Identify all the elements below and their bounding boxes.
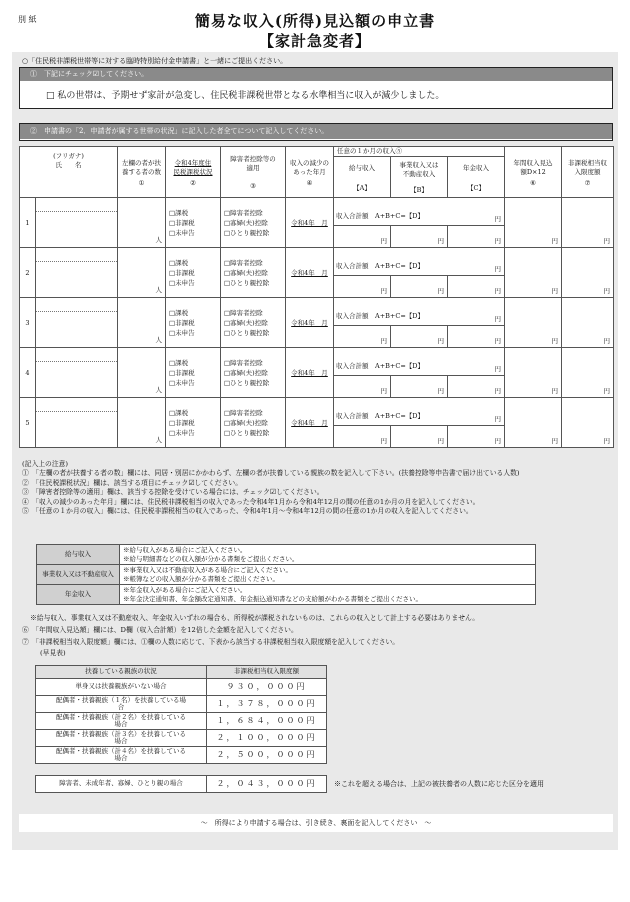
tax-status-cell <box>166 198 221 248</box>
total-income-field[interactable]: 円 <box>494 315 502 323</box>
taxed-checkbox[interactable]: □課税 <box>169 408 189 417</box>
widow-deduction-checkbox[interactable]: □寡婦(夫)控除 <box>224 368 268 377</box>
month-value: 令和4年 月 <box>291 269 328 277</box>
form-title: 簡易な収入(所得)見込額の申立書 <box>194 12 436 30</box>
intro-note: ○「住民税非課税世帯等に対する臨時特別給付金申請書」と一緒にご提出ください。 <box>22 57 288 65</box>
month-value: 令和4年 月 <box>291 419 328 427</box>
special-case-table <box>35 775 327 793</box>
quick-table-heading: (早見表) <box>40 649 66 658</box>
limit-field[interactable]: 円 <box>562 398 614 448</box>
col2-number: ② <box>190 178 196 187</box>
name-cell[interactable] <box>36 348 118 398</box>
disability-deduction-checkbox[interactable]: □障害者控除 <box>224 358 263 367</box>
quick-table-row <box>36 747 327 764</box>
income-type-row <box>37 585 536 605</box>
income-type-label: 事業収入又は不動産収入 <box>37 565 120 585</box>
quick-table-row <box>36 730 327 747</box>
month-cell[interactable] <box>286 198 334 248</box>
limit-amount: ２，５００，０００円 <box>207 747 327 764</box>
pension-income-field[interactable]: 円 <box>447 325 504 347</box>
disability-deduction-checkbox[interactable]: □障害者控除 <box>224 208 263 217</box>
non-taxed-checkbox[interactable]: □非課税 <box>169 318 195 327</box>
disability-label: 障害者控除等の適用 <box>230 155 276 172</box>
salary-income-field[interactable]: 円 <box>380 387 388 395</box>
dependents-cell[interactable] <box>118 348 166 398</box>
income-type-label: 給与収入 <box>37 545 120 565</box>
row-number: 1 <box>20 198 36 248</box>
annual-income-field[interactable]: 円 <box>505 348 562 398</box>
income-type-table <box>36 544 536 605</box>
total-income-label: 収入合計額 A+B+C=【D】 <box>336 362 424 370</box>
salary-income-field[interactable]: 円 <box>380 337 388 345</box>
col-a-label: 【A】 <box>353 183 371 192</box>
income-type-desc: ※年金収入がある場合にご記入ください。 ※年金決定通知書、年金額改定通知書、年金振込通知書などの支給額がわかる書類をご提出ください。 <box>120 585 536 605</box>
month-value: 令和4年 月 <box>291 319 328 327</box>
household-status: 配偶者・扶養親族（計４名）を扶養している場合 <box>36 747 207 764</box>
total-income-label: 収入合計額 A+B+C=【D】 <box>336 412 424 420</box>
row-number: 3 <box>20 298 36 348</box>
dependents-label: 左欄の者が扶養する者の数 <box>122 158 161 176</box>
not-declared-checkbox[interactable]: □未申告 <box>169 228 195 237</box>
disability-deduction-checkbox[interactable]: □障害者控除 <box>224 408 263 417</box>
business-income-field[interactable]: 円 <box>390 425 447 447</box>
widow-deduction-checkbox[interactable]: □寡婦(夫)控除 <box>224 418 268 427</box>
business-header <box>390 157 447 197</box>
household-row <box>20 298 614 348</box>
footer-note: 〜 所得により申請する場合は、引き続き、裏面を記入してください 〜 <box>19 814 613 832</box>
limit-field[interactable]: 円 <box>562 248 614 298</box>
dependents-cell[interactable] <box>118 398 166 448</box>
household-status: 配偶者・扶養親族（計２名）を扶養している場合 <box>36 713 207 730</box>
annual-header <box>505 147 562 198</box>
section2-bar: ② 申請書の「2．申請者が属する世帯の状況」に記入した者全てについて記入してください。 <box>20 124 612 139</box>
single-parent-deduction-checkbox[interactable]: □ひとり親控除 <box>224 428 270 437</box>
tax-status-cell <box>166 248 221 298</box>
note-5: ⑤ 「任意の１か月の収入」欄には、住民税非課税相当の収入であった、令和4年1月～令和4年12月の間の任意の1か月の収入を記入してください。 <box>22 507 473 516</box>
note-6: ⑥ 「年間収入見込額」欄には、D欄（収入合計額）を12倍した金額を記入してください。 <box>22 626 298 635</box>
business-income-field[interactable]: 円 <box>390 275 447 297</box>
notes-heading: (記入上の注意) <box>22 460 69 468</box>
limit-field[interactable]: 円 <box>562 198 614 248</box>
disability-cell <box>221 398 286 448</box>
income-type-desc: ※給与収入がある場合にご記入ください。 ※給与明細書などの収入額が分かる書類をご提出ください。 <box>120 545 536 565</box>
section1-bar: ① 下記にチェック☑してください。 <box>20 68 612 81</box>
form-subtitle: 【家計急変者】 <box>258 32 371 50</box>
income-cell <box>334 198 505 248</box>
disability-cell <box>221 348 286 398</box>
salary-label: 給与収入 <box>349 163 375 172</box>
annual-income-field[interactable]: 円 <box>505 398 562 448</box>
tax-status-label: 令和4年度住民税課税状況 <box>173 158 213 176</box>
dependents-cell[interactable] <box>118 248 166 298</box>
household-row <box>20 198 614 248</box>
annual-income-field[interactable]: 円 <box>505 298 562 348</box>
dependents-header <box>118 147 166 198</box>
non-taxed-checkbox[interactable]: □非課税 <box>169 418 195 427</box>
monthly-income-label: 任意の１か月の収入⑤ <box>334 147 504 157</box>
person-unit: 人 <box>155 286 162 294</box>
total-income-label: 収入合計額 A+B+C=【D】 <box>336 262 424 270</box>
household-status: 配偶者・扶養親族（計３名）を扶養している場合 <box>36 730 207 747</box>
pension-income-field[interactable]: 円 <box>447 225 504 247</box>
note-4: ④ 「収入の減少のあった年月」欄には、住民税非課税相当の収入であった令和4年1月から令和4年12月の間の任意の1か月の月を記入してください。 <box>22 497 480 506</box>
section1-box <box>19 67 613 109</box>
disability-deduction-checkbox[interactable]: □障害者控除 <box>224 258 263 267</box>
household-row <box>20 398 614 448</box>
col1-number: ① <box>138 178 145 187</box>
limit-header <box>562 147 614 198</box>
person-unit: 人 <box>155 236 162 244</box>
household-statement-checkbox[interactable]: □ 私の世帯は、予期せず家計が急変し、住民税非課税世帯となる水準相当に収入が減少しました。 <box>46 91 445 101</box>
person-unit: 人 <box>155 336 162 344</box>
limit-amount: １，３７８，０００円 <box>207 696 327 713</box>
total-income-field[interactable]: 円 <box>494 365 502 373</box>
total-income-label: 収入合計額 A+B+C=【D】 <box>336 212 424 220</box>
person-unit: 人 <box>155 386 162 394</box>
limit-field[interactable]: 円 <box>562 348 614 398</box>
pension-label: 年金収入 <box>463 163 490 172</box>
widow-deduction-checkbox[interactable]: □寡婦(夫)控除 <box>224 318 268 327</box>
annual-income-field[interactable]: 円 <box>505 198 562 248</box>
dependents-cell[interactable] <box>118 198 166 248</box>
disability-cell <box>221 298 286 348</box>
income-type-row <box>37 565 536 585</box>
furigana-label: (フリガナ) <box>53 152 84 160</box>
month-cell[interactable] <box>286 348 334 398</box>
household-status: 配偶者・扶養親族（１名）を扶養している場合 <box>36 696 207 713</box>
limit-amount: ２，１００，０００円 <box>207 730 327 747</box>
salary-income-field[interactable]: 円 <box>380 237 388 245</box>
salary-income-field[interactable]: 円 <box>380 287 388 295</box>
not-declared-checkbox[interactable]: □未申告 <box>169 378 195 387</box>
month-cell[interactable] <box>286 248 334 298</box>
section2-box <box>19 123 613 141</box>
not-declared-checkbox[interactable]: □未申告 <box>169 428 195 437</box>
monthly-income-header <box>334 147 505 198</box>
salary-header <box>334 157 390 197</box>
person-unit: 人 <box>155 436 162 444</box>
row-number: 5 <box>20 398 36 448</box>
not-declared-checkbox[interactable]: □未申告 <box>169 328 195 337</box>
taxed-checkbox[interactable]: □課税 <box>169 308 189 317</box>
notes-section <box>22 460 612 516</box>
special-case-remark: ※これを超える場合は、上記の被扶養者の人数に応じた区分を適用 <box>334 780 544 788</box>
disability-deduction-checkbox[interactable]: □障害者控除 <box>224 308 263 317</box>
month-value: 令和4年 月 <box>291 369 328 377</box>
pension-income-field[interactable]: 円 <box>447 425 504 447</box>
pension-header <box>447 157 504 197</box>
tax-status-cell <box>166 298 221 348</box>
non-taxed-checkbox[interactable]: □非課税 <box>169 368 195 377</box>
quick-table-row <box>36 713 327 730</box>
tax-status-header <box>166 147 221 198</box>
name-cell[interactable] <box>36 398 118 448</box>
col-c-label: 【C】 <box>467 183 486 192</box>
month-header <box>286 147 334 198</box>
total-income-field[interactable]: 円 <box>494 265 502 273</box>
disability-header <box>221 147 286 198</box>
income-cell <box>334 298 505 348</box>
pension-income-field[interactable]: 円 <box>447 375 504 397</box>
dependents-cell[interactable] <box>118 298 166 348</box>
salary-income-field[interactable]: 円 <box>380 437 388 445</box>
income-cell <box>334 348 505 398</box>
quick-col-status: 扶養している親族の状況 <box>36 666 207 679</box>
col-b-label: 【B】 <box>410 185 428 194</box>
quick-col-limit: 非課税相当収入限度額 <box>207 666 327 679</box>
col3-number: ③ <box>250 182 256 190</box>
limit-amount: ９３０，０００円 <box>207 679 327 696</box>
col4-number: ④ <box>306 178 313 187</box>
business-income-field[interactable]: 円 <box>390 225 447 247</box>
income-type-row <box>37 545 536 565</box>
household-row <box>20 348 614 398</box>
single-parent-deduction-checkbox[interactable]: □ひとり親控除 <box>224 328 270 337</box>
col7-number: ⑦ <box>584 178 591 187</box>
limit-label: 非課税相当収入限度額 <box>568 158 608 176</box>
disability-cell <box>221 198 286 248</box>
non-taxed-checkbox[interactable]: □非課税 <box>169 268 195 277</box>
name-cell[interactable] <box>36 198 118 248</box>
month-value: 令和4年 月 <box>291 219 328 227</box>
month-label: 収入の減少のあった年月 <box>290 158 329 176</box>
special-case-status: 障害者、未成年者、寡婦、ひとり親の場合 <box>36 776 207 793</box>
taxed-checkbox[interactable]: □課税 <box>169 258 189 267</box>
disability-cell <box>221 248 286 298</box>
tax-exempt-note: ※給与収入、事業収入又は不動産収入、年金収入いずれの場合も、所得税が課税されないものは、これらの収入として計上する必要はありません。 <box>30 614 479 622</box>
household-status: 単身又は扶養親族がいない場合 <box>36 679 207 696</box>
pension-income-field[interactable]: 円 <box>447 275 504 297</box>
tax-status-cell <box>166 398 221 448</box>
quick-reference-table <box>35 665 327 764</box>
special-case-amount: ２，０４３，０００円 <box>207 776 327 793</box>
limit-amount: １，６８４，０００円 <box>207 713 327 730</box>
income-cell <box>334 248 505 298</box>
business-label: 事業収入又は不動産収入 <box>399 161 439 179</box>
business-income-field[interactable]: 円 <box>390 325 447 347</box>
limit-field[interactable]: 円 <box>562 298 614 348</box>
single-parent-deduction-checkbox[interactable]: □ひとり親控除 <box>224 278 270 287</box>
quick-table-row <box>36 696 327 713</box>
name-header <box>20 147 118 198</box>
widow-deduction-checkbox[interactable]: □寡婦(夫)控除 <box>224 218 268 227</box>
name-cell[interactable] <box>36 248 118 298</box>
total-income-field[interactable]: 円 <box>494 215 502 223</box>
not-declared-checkbox[interactable]: □未申告 <box>169 278 195 287</box>
annual-income-field[interactable]: 円 <box>505 248 562 298</box>
note-1: ① 「左欄の者が扶養する者の数」欄には、同居・別居にかかわらず、左欄の者が扶養している親族の数を記入して下さい。(扶養控除等申告書で届け出ている人数) <box>22 469 520 478</box>
taxed-checkbox[interactable]: □課税 <box>169 358 189 367</box>
non-taxed-checkbox[interactable]: □非課税 <box>169 218 195 227</box>
col6-number: ⑥ <box>530 178 536 187</box>
income-cell <box>334 398 505 448</box>
note-2: ② 「住民税課税状況」欄は、該当する項目にチェック☑してください。 <box>22 478 242 487</box>
name-cell[interactable] <box>36 298 118 348</box>
attachment-label: 別 紙 <box>18 15 37 24</box>
tax-status-cell <box>166 348 221 398</box>
household-row <box>20 248 614 298</box>
household-table <box>19 146 614 448</box>
row-number: 4 <box>20 348 36 398</box>
note-3: ③ 「障害者控除等の適用」欄は、該当する控除を受けている場合には、チェック☑してください。 <box>22 488 324 497</box>
quick-table-row <box>36 679 327 696</box>
single-parent-deduction-checkbox[interactable]: □ひとり親控除 <box>224 228 270 237</box>
taxed-checkbox[interactable]: □課税 <box>169 208 189 217</box>
single-parent-deduction-checkbox[interactable]: □ひとり親控除 <box>224 378 270 387</box>
widow-deduction-checkbox[interactable]: □寡婦(夫)控除 <box>224 268 268 277</box>
note-7: ⑦ 「非課税相当収入限度額」欄には、①欄の人数に応じて、下表から該当する非課税相当収入限度額を記入してください。 <box>22 637 400 646</box>
notes-section-2 <box>22 614 612 659</box>
total-income-label: 収入合計額 A+B+C=【D】 <box>336 312 424 320</box>
total-income-field[interactable]: 円 <box>494 415 502 423</box>
annual-label: 年間収入見込額D×12 <box>513 158 553 176</box>
month-cell[interactable] <box>286 298 334 348</box>
business-income-field[interactable]: 円 <box>390 375 447 397</box>
income-type-desc: ※事業収入又は不動産収入がある場合にご記入ください。 ※帳簿などの収入額が分かる書類をご提出ください。 <box>120 565 536 585</box>
income-type-label: 年金収入 <box>37 585 120 605</box>
month-cell[interactable] <box>286 398 334 448</box>
name-label: 氏 名 <box>55 161 82 169</box>
row-number: 2 <box>20 248 36 298</box>
